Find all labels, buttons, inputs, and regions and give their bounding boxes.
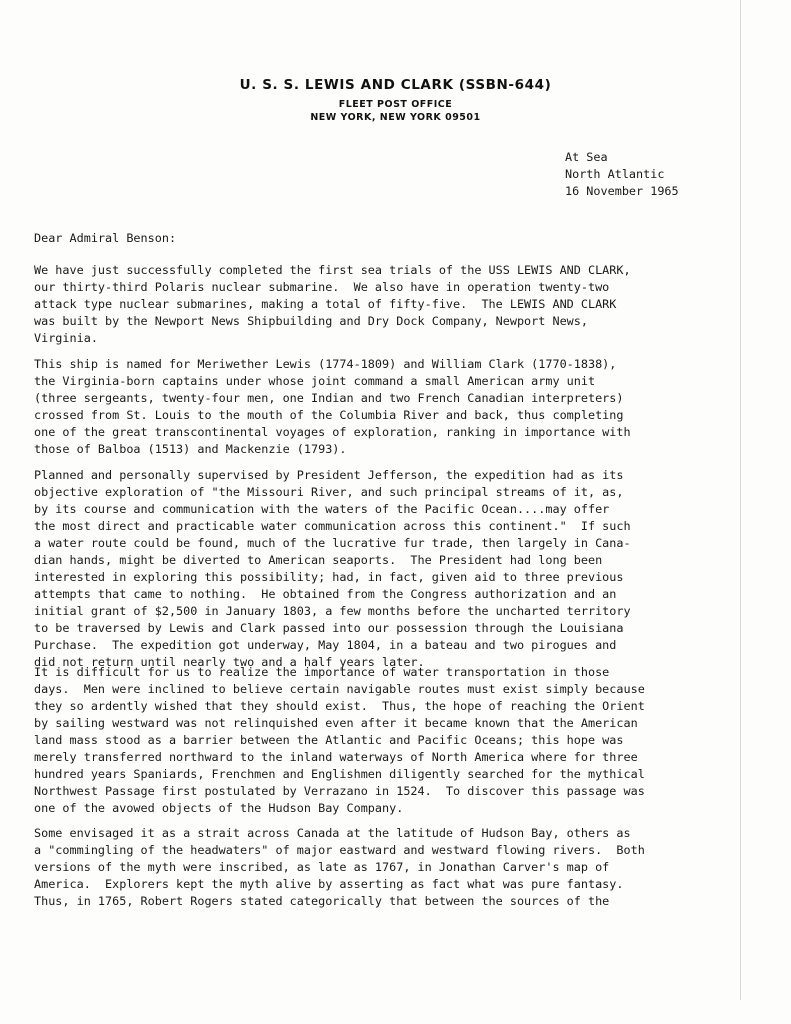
paragraph-line: This ship is named for Meriwether Lewis (1774-1809) and William Clark (1770-1838), (34, 357, 617, 371)
paragraph-line: land mass stood as a barrier between the Atlantic and Pacific Oceans; this hope was (34, 733, 624, 747)
paragraph-line: Thus, in 1765, Robert Rogers stated categorically that between the sources of the (34, 894, 610, 908)
paragraph-line: did not return until nearly two and a half years later. (34, 655, 425, 669)
paragraph-line: Purchase. The expedition got underway, May 1804, in a bateau and two pirogues and (34, 638, 617, 652)
paragraph-line: the Virginia-born captains under whose joint command a small American army unit (34, 374, 596, 388)
page-edge-divider (740, 0, 741, 1000)
paragraph-line: dian hands, might be diverted to American seaports. The President had long been (34, 553, 603, 567)
paragraph-line: was built by the Newport News Shipbuilding and Dry Dock Company, Newport News, (34, 314, 588, 328)
paragraph-line: merely transferred northward to the inland waterways of North America where for three (34, 750, 638, 764)
paragraph-line: hundred years Spaniards, Frenchmen and Englishmen diligently searched for the mythical (34, 767, 645, 781)
letterhead-title: U. S. S. LEWIS AND CLARK (SSBN-644) (239, 77, 552, 93)
paragraph-line: crossed from St. Louis to the mouth of the Columbia River and back, thus completing (34, 408, 624, 422)
dateline-date: 16 November 1965 (565, 184, 679, 198)
salutation: Dear Admiral Benson: (34, 231, 177, 245)
dateline-location: At Sea (565, 150, 608, 164)
paragraph-2 (34, 356, 714, 458)
letterhead-post-office: FLEET POST OFFICE (338, 99, 453, 110)
paragraph-line: by sailing westward was not relinquished even after it became known that the American (34, 716, 638, 730)
paragraph-line: one of the avowed objects of the Hudson Bay Company. (34, 801, 404, 815)
paragraph-line: one of the great transcontinental voyages of exploration, ranking in importance with (34, 425, 631, 439)
paragraph-line: America. Explorers kept the myth alive by asserting as fact what was pure fantasy. (34, 877, 624, 891)
paragraph-line: Planned and personally supervised by President Jefferson, the expedition had as its (34, 468, 624, 482)
paragraph-line: attempts that came to nothing. He obtained from the Congress authorization and an (34, 587, 617, 601)
paragraph-line: initial grant of $2,500 in January 1803, a few months before the uncharted territory (34, 604, 631, 618)
paragraph-1 (34, 262, 714, 347)
dateline-region: North Atlantic (565, 167, 665, 181)
paragraph-line: our thirty-third Polaris nuclear submarine. We also have in operation twenty-two (34, 280, 610, 294)
paragraph-line: a "commingling of the headwaters" of major eastward and westward flowing rivers. Both (34, 843, 645, 857)
paragraph-line: versions of the myth were inscribed, as late as 1767, in Jonathan Carver's map of (34, 860, 610, 874)
paragraph-line: Virginia. (34, 331, 98, 345)
dateline (565, 149, 679, 200)
paragraph-line: We have just successfully completed the first sea trials of the USS LEWIS AND CLARK, (34, 263, 631, 277)
paragraph-line: those of Balboa (1513) and Mackenzie (1793). (34, 442, 347, 456)
paragraph-line: objective exploration of "the Missouri River, and such principal streams of it, as, (34, 485, 624, 499)
paragraph-line: by its course and communication with the waters of the Pacific Ocean....may offer (34, 502, 610, 516)
paragraph-5 (34, 825, 714, 910)
letterhead-address: NEW YORK, NEW YORK 09501 (310, 112, 481, 123)
paragraph-line: the most direct and practicable water communication across this continent." If such (34, 519, 631, 533)
paragraph-line: days. Men were inclined to believe certain navigable routes must exist simply because (34, 682, 645, 696)
paragraph-3 (34, 467, 714, 671)
paragraph-line: Northwest Passage first postulated by Verrazano in 1524. To discover this passage was (34, 784, 645, 798)
paragraph-line: Some envisaged it as a strait across Canada at the latitude of Hudson Bay, others as (34, 826, 631, 840)
paragraph-line: It is difficult for us to realize the importance of water transportation in those (34, 665, 610, 679)
paragraph-line: they so ardently wished that they should exist. Thus, the hope of reaching the Orient (34, 699, 645, 713)
paragraph-line: a water route could be found, much of the lucrative fur trade, then largely in Cana- (34, 536, 631, 550)
paragraph-line: attack type nuclear submarines, making a total of fifty-five. The LEWIS AND CLARK (34, 297, 617, 311)
paragraph-line: interested in exploring this possibility; had, in fact, given aid to three previous (34, 570, 624, 584)
paragraph-line: (three sergeants, twenty-four men, one Indian and two French Canadian interpreters) (34, 391, 624, 405)
paragraph-4 (34, 664, 714, 817)
paragraph-line: to be traversed by Lewis and Clark passed into our possession through the Louisiana (34, 621, 624, 635)
